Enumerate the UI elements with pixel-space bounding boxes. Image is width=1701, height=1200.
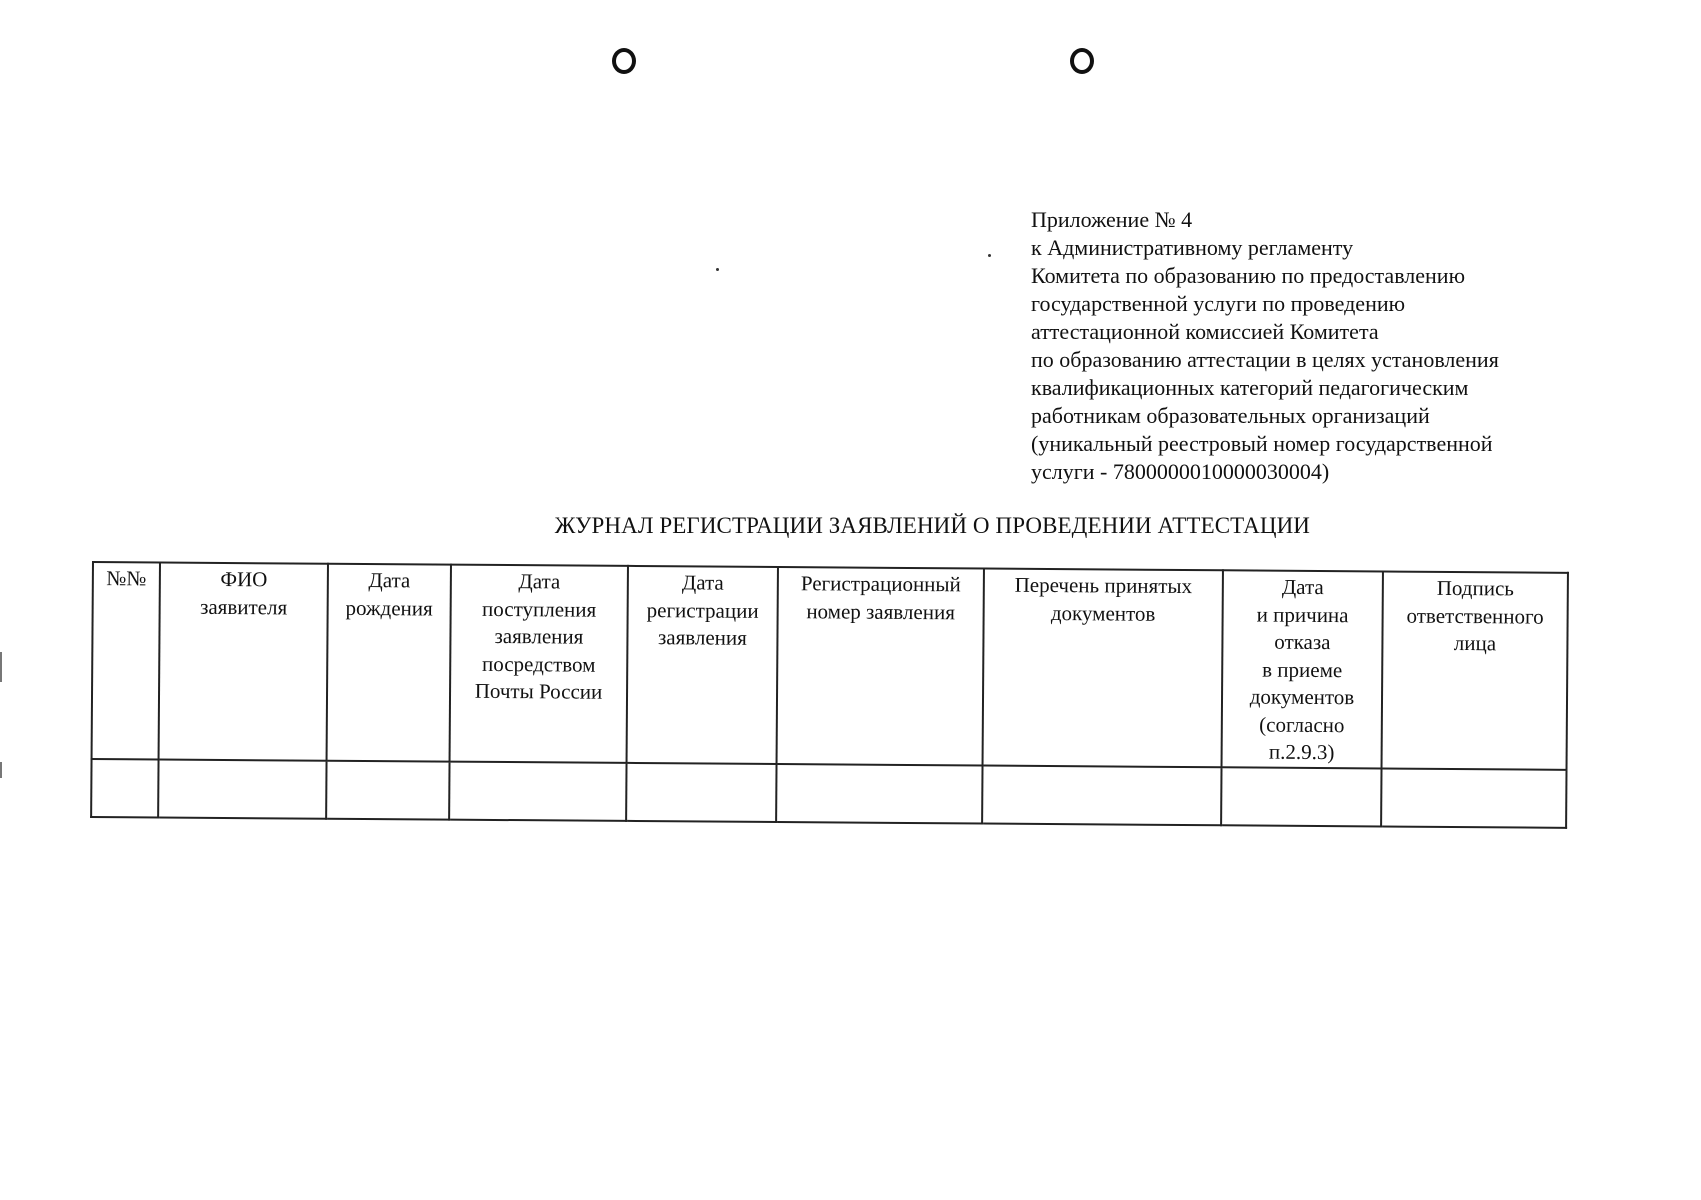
appendix-line: по образованию аттестации в целях установления: [1031, 347, 1499, 372]
registration-journal-table: [90, 561, 1569, 828]
appendix-line: Комитета по образованию по предоставлению: [1031, 263, 1466, 288]
table-cell: [158, 759, 326, 818]
column-header-number: №№: [92, 562, 160, 759]
scan-speck: [988, 254, 991, 257]
table-row: [91, 759, 1566, 828]
table-header-row: [92, 562, 1568, 769]
appendix-line: услуги - 7800000010000030004): [1031, 459, 1330, 484]
column-header-mail-receipt-date: Дата поступления заявления посредством Почты России: [450, 565, 628, 763]
punch-hole: [612, 48, 636, 74]
journal-title: ЖУРНАЛ РЕГИСТРАЦИИ ЗАЯВЛЕНИЙ О ПРОВЕДЕНИИ АТТЕСТАЦИИ: [554, 513, 1310, 538]
column-header-registration-number: Регистрационный номер заявления: [777, 567, 984, 765]
appendix-line: квалификационных категорий педагогическим: [1031, 375, 1469, 400]
punch-hole: [1070, 48, 1094, 74]
table-cell: [776, 764, 982, 824]
table-cell: [626, 762, 776, 821]
appendix-line: (уникальный реестровый номер государственной: [1031, 431, 1493, 456]
appendix-line: Приложение № 4: [1031, 207, 1193, 232]
column-header-refusal-date-reason: Дата и причина отказа в приеме документов (согласно п.2.9.3): [1222, 570, 1383, 768]
table-cell: [91, 759, 158, 817]
appendix-line: аттестационной комиссией Комитета: [1031, 319, 1379, 344]
appendix-line: работникам образовательных организаций: [1031, 403, 1430, 428]
table-cell: [326, 760, 449, 819]
table-cell: [1221, 767, 1381, 826]
column-header-applicant-name: ФИО заявителя: [159, 562, 328, 760]
table-cell: [1381, 768, 1566, 827]
appendix-line: государственной услуги по проведению: [1031, 291, 1406, 316]
scan-edge-mark: [0, 652, 2, 682]
appendix-line: к Административному регламенту: [1031, 235, 1354, 260]
scan-edge-mark: [0, 762, 2, 778]
column-header-registration-date: Дата регистрации заявления: [627, 566, 778, 764]
table-cell: [449, 761, 626, 820]
appendix-block: [1031, 206, 1499, 486]
scan-speck: [716, 268, 719, 271]
table-cell: [982, 765, 1221, 825]
column-header-birth-date: Дата рождения: [327, 564, 451, 761]
column-header-responsible-signature: Подпись ответственного лица: [1382, 571, 1568, 769]
column-header-accepted-documents: Перечень принятых документов: [983, 569, 1223, 767]
